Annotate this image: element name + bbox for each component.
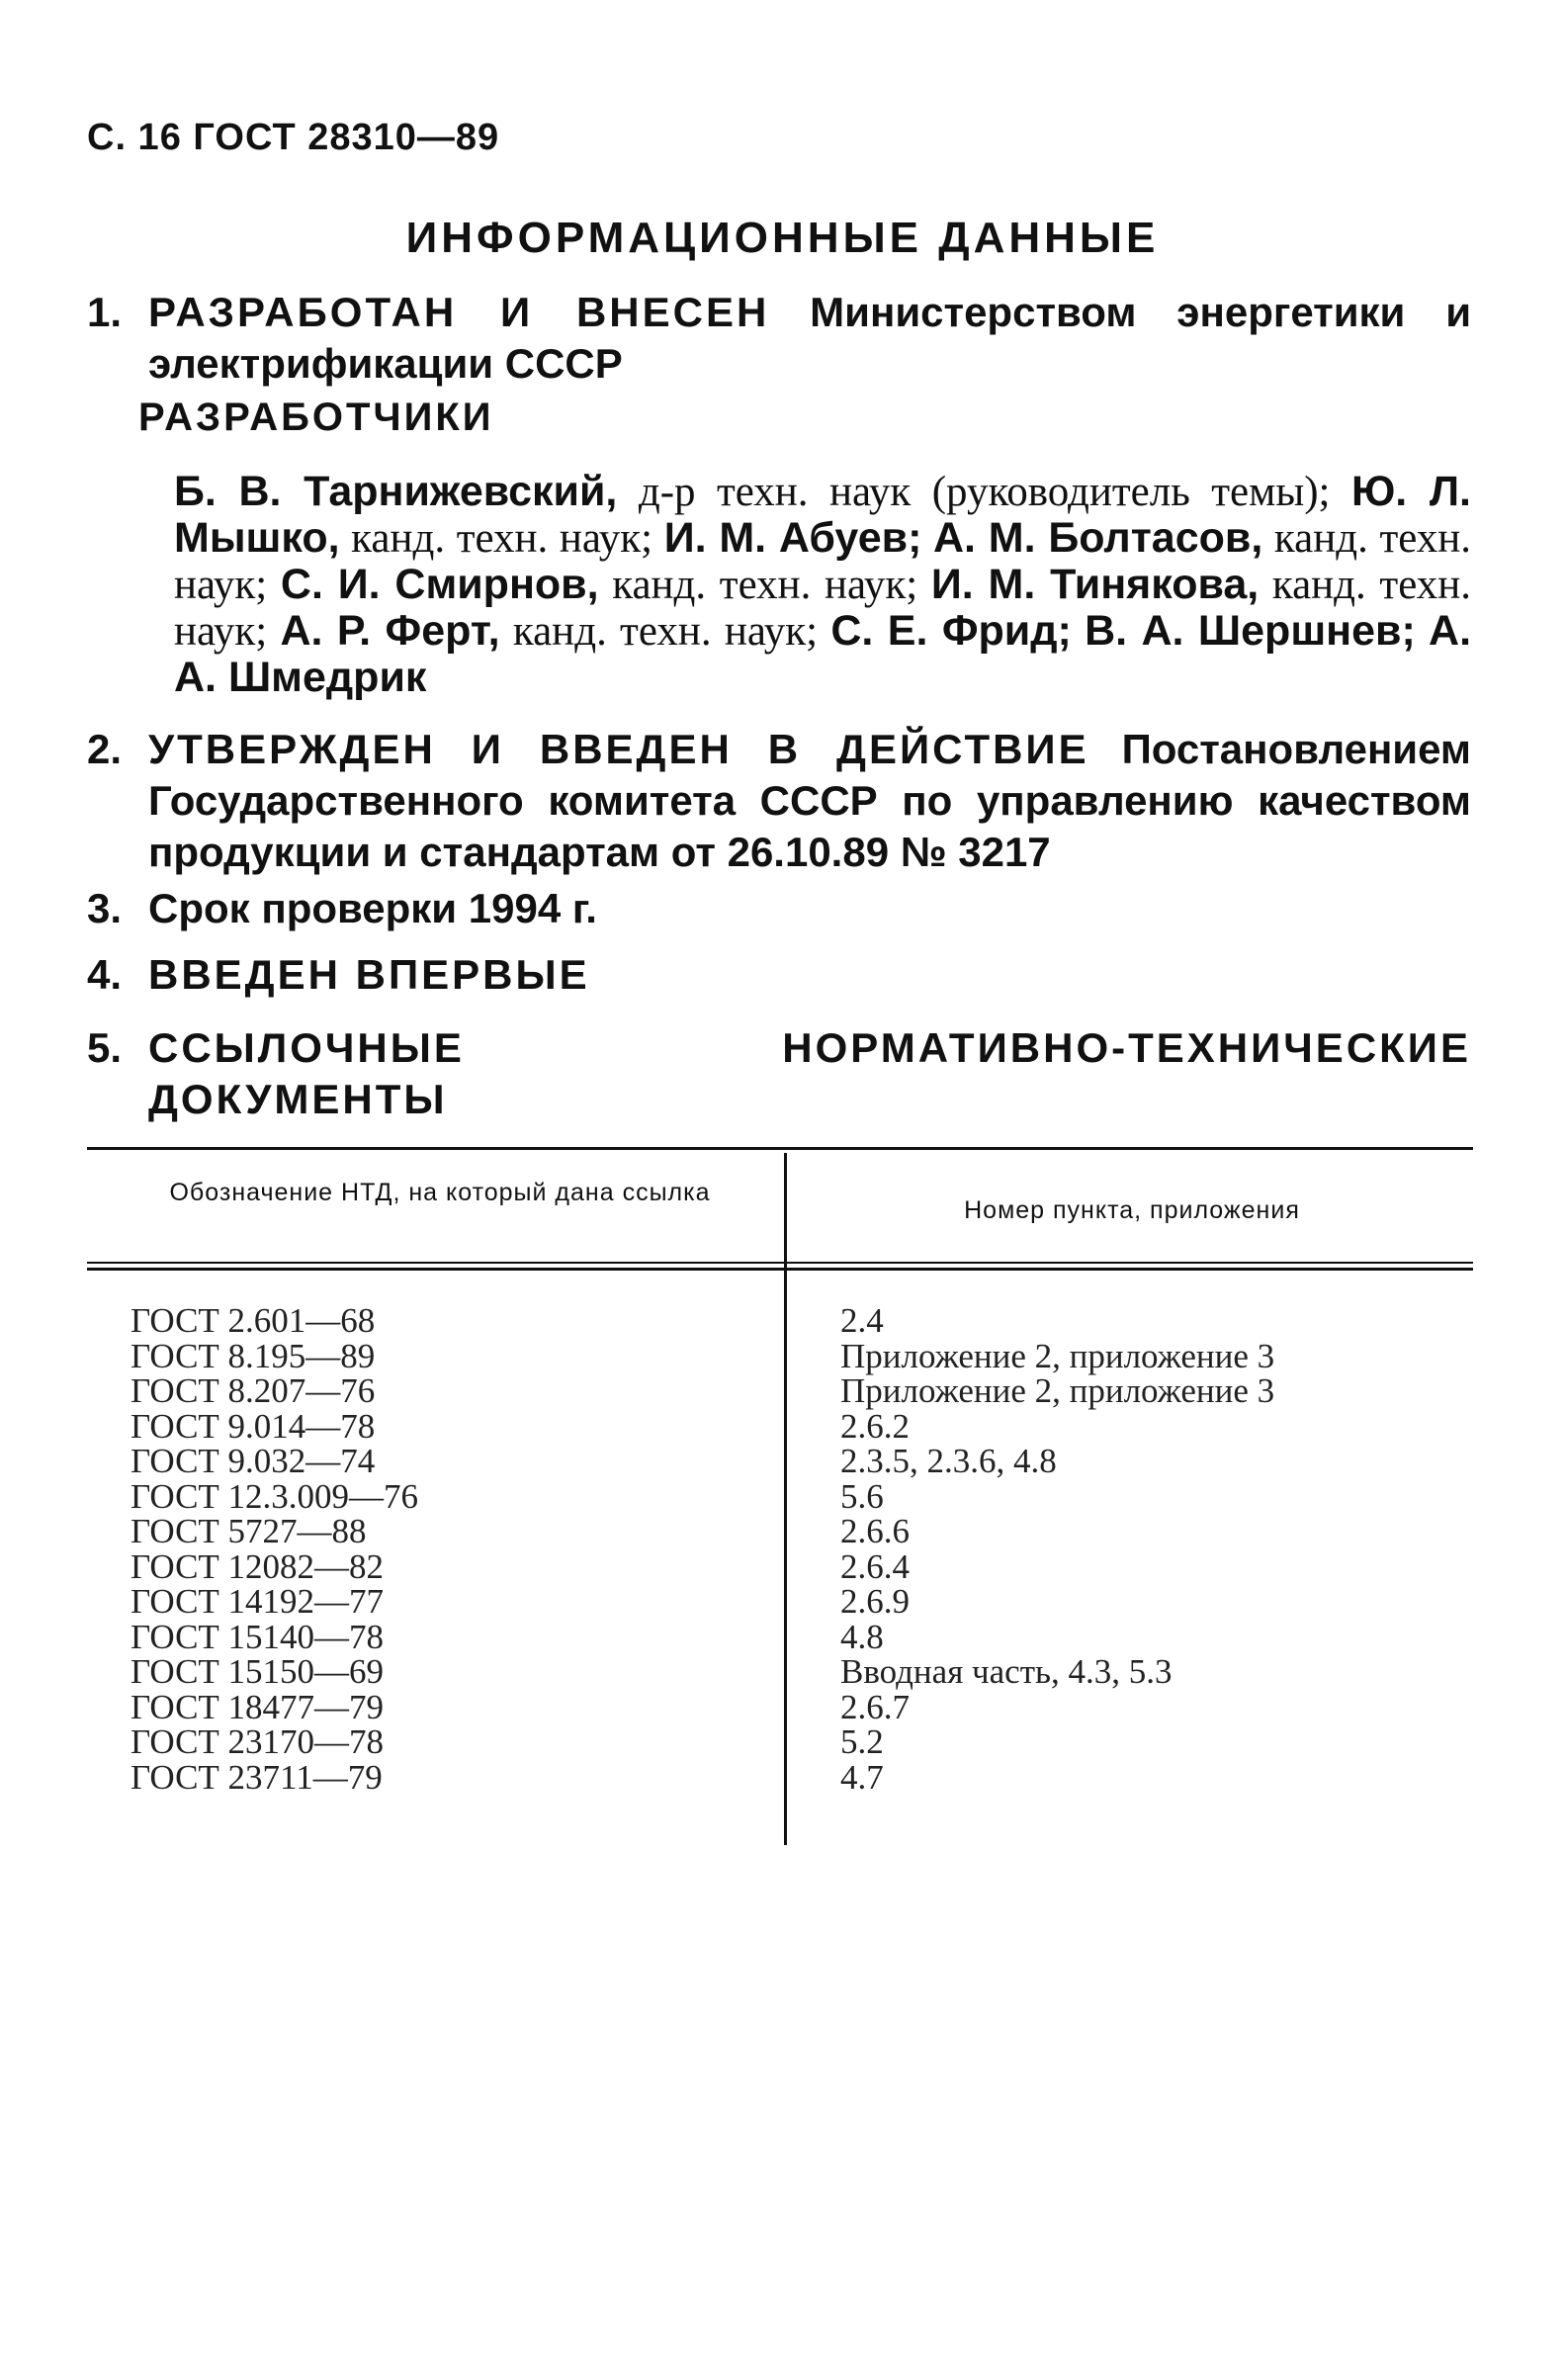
author-role: канд. техн. наук; xyxy=(512,608,819,655)
table-cell-designation: ГОСТ 15150—69 xyxy=(130,1652,385,1691)
table-cell-designation: ГОСТ 9.014—78 xyxy=(130,1406,376,1446)
table-header-rule-2 xyxy=(87,1268,1473,1271)
author-name: С. Е. Фрид; xyxy=(830,607,1072,655)
section-3 xyxy=(87,883,1471,934)
author-name: А. А. Шмедрик xyxy=(174,607,1472,701)
table-header-clause: Номер пункта, приложения xyxy=(964,1196,1300,1224)
author-role: канд. техн. наук; xyxy=(351,515,653,562)
section-4-heading: ВВЕДЕН ВПЕРВЫЕ xyxy=(148,951,590,998)
table-cell-clause: 2.6.6 xyxy=(840,1512,910,1550)
section-5 xyxy=(87,1022,1471,1125)
table-column-divider xyxy=(784,1153,787,1845)
table-cell-designation: ГОСТ 23170—78 xyxy=(130,1722,385,1761)
section-5-heading: ССЫЛОЧНЫЕ НОРМАТИВНО-ТЕХНИЧЕСКИЕ ДОКУМЕНТЫ xyxy=(148,1024,1471,1122)
section-3-number: 3. xyxy=(87,885,123,931)
section-1-heading: РАЗРАБОТАН И ВНЕСЕН xyxy=(148,289,770,335)
table-cell-designation: ГОСТ 23711—79 xyxy=(130,1757,383,1797)
table-cell-clause: Вводная часть, 4.3, 5.3 xyxy=(840,1652,1173,1691)
author-role: канд. техн. наук; xyxy=(174,562,1472,655)
section-5-number: 5. xyxy=(87,1024,123,1071)
section-3-text: Срок проверки 1994 г. xyxy=(148,885,597,931)
table-cell-clause: 2.6.4 xyxy=(840,1546,910,1586)
table-cell-designation: ГОСТ 5727—88 xyxy=(130,1512,367,1550)
table-cell-clause: Приложение 2, приложение 3 xyxy=(840,1371,1275,1410)
author-name: И. М. Тинякова, xyxy=(930,561,1260,608)
section-4 xyxy=(87,949,1471,1001)
developers-list xyxy=(174,469,1471,701)
section-2 xyxy=(87,724,1471,878)
table-cell-designation: ГОСТ 15140—78 xyxy=(130,1617,385,1656)
author-name: Ю. Л. Мышко, xyxy=(174,468,1472,562)
table-cell-designation: ГОСТ 12.3.009—76 xyxy=(130,1476,419,1516)
author-name: Б. В. Тарнижевский, xyxy=(174,468,618,515)
table-column-clause xyxy=(840,1303,1453,1795)
table-cell-designation: ГОСТ 2.601—68 xyxy=(130,1301,376,1340)
author-name: А. Р. Ферт, xyxy=(280,607,500,655)
table-cell-clause: Приложение 2, приложение 3 xyxy=(840,1336,1275,1375)
table-cell-clause: 4.8 xyxy=(840,1617,884,1656)
author-role: канд. техн. наук; xyxy=(612,562,918,608)
section-2-text: Постановлением Государственного комитета СССР по управлению качеством продукции и стандартам от 26.10.89 № 3217 xyxy=(148,726,1472,875)
author-role: канд. техн. наук; xyxy=(174,515,1472,608)
section-2-heading: УТВЕРЖДЕН И ВВЕДЕН В ДЕЙСТВИЕ xyxy=(148,726,1089,772)
table-cell-designation: ГОСТ 14192—77 xyxy=(130,1582,385,1621)
developers-heading: РАЗРАБОТЧИКИ xyxy=(138,396,494,439)
author-name: А. М. Болтасов, xyxy=(933,514,1263,562)
section-1-number: 1. xyxy=(87,289,123,335)
table-cell-clause: 2.6.9 xyxy=(840,1582,910,1621)
table-cell-designation: ГОСТ 8.195—89 xyxy=(130,1336,376,1375)
author-name: С. И. Смирнов, xyxy=(280,561,599,608)
table-cell-clause: 2.6.2 xyxy=(840,1406,910,1446)
section-4-number: 4. xyxy=(87,951,123,998)
table-cell-clause: 5.2 xyxy=(840,1722,884,1761)
table-cell-designation: ГОСТ 18477—79 xyxy=(130,1687,385,1726)
table-cell-designation: ГОСТ 8.207—76 xyxy=(130,1371,376,1410)
author-name: И. М. Абуев; xyxy=(663,514,922,562)
section-2-number: 2. xyxy=(87,726,123,772)
table-top-rule xyxy=(87,1147,1473,1150)
table-cell-designation: ГОСТ 9.032—74 xyxy=(130,1442,376,1480)
table-header-rule-1 xyxy=(87,1262,1473,1264)
table-cell-clause: 4.7 xyxy=(840,1757,884,1797)
page-header: С. 16 ГОСТ 28310—89 xyxy=(87,117,500,158)
table-column-designation xyxy=(130,1303,763,1795)
table-cell-clause: 5.6 xyxy=(840,1476,884,1516)
page-title: ИНФОРМАЦИОННЫЕ ДАННЫЕ xyxy=(405,214,1160,262)
table-cell-clause: 2.4 xyxy=(840,1301,884,1340)
section-1-text: Министерством энергетики и электрификации СССР xyxy=(148,289,1472,387)
author-role: д-р техн. наук (руководитель темы); xyxy=(638,469,1331,515)
author-name: В. А. Шершнев; xyxy=(1085,607,1416,655)
table-cell-clause: 2.3.5, 2.3.6, 4.8 xyxy=(840,1442,1057,1480)
table-cell-clause: 2.6.7 xyxy=(840,1687,910,1726)
table-cell-designation: ГОСТ 12082—82 xyxy=(130,1546,385,1586)
section-1 xyxy=(87,287,1471,390)
table-header-designation: Обозначение НТД, на который дана ссылка xyxy=(169,1179,711,1206)
